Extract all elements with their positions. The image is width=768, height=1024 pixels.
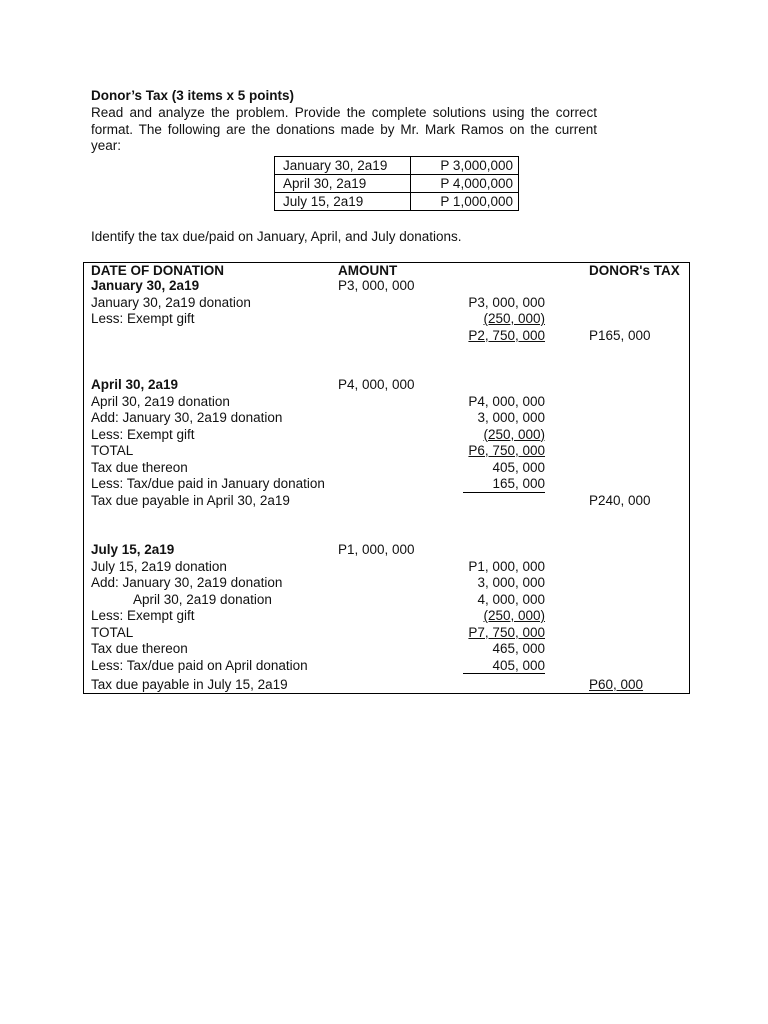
april-tax: P240, 000 bbox=[589, 492, 651, 508]
line-label: Less: Exempt gift bbox=[91, 311, 195, 326]
line-value: (250, 000) bbox=[483, 426, 545, 442]
line-value: P1, 000, 000 bbox=[468, 558, 545, 574]
line-value: 4, 000, 000 bbox=[477, 591, 545, 607]
line-label: Add: January 30, 2a19 donation bbox=[91, 410, 283, 425]
line-label: Tax due payable in April 30, 2a19 bbox=[91, 492, 290, 508]
line-label: Tax due payable in July 15, 2a19 bbox=[91, 677, 288, 692]
list-item bbox=[84, 443, 689, 460]
line-label: TOTAL bbox=[91, 624, 134, 640]
january-net-value: P2, 750, 000 bbox=[468, 327, 545, 343]
line-label: TOTAL bbox=[91, 443, 134, 458]
list-item bbox=[84, 295, 689, 312]
line-label: April 30, 2a19 donation bbox=[133, 591, 272, 607]
page-title: Donor’s Tax (3 items x 5 points) bbox=[91, 88, 295, 103]
donation-date: July 15, 2a19 bbox=[275, 193, 411, 211]
january-amount: P3, 000, 000 bbox=[338, 278, 415, 293]
list-item bbox=[84, 394, 689, 411]
line-label: Less: Exempt gift bbox=[91, 608, 195, 623]
donation-amount: P 4,000,000 bbox=[411, 175, 519, 193]
line-label: Less: Tax/due paid in January donation bbox=[91, 476, 325, 491]
line-value: P4, 000, 000 bbox=[468, 393, 545, 409]
donation-date: January 30, 2a19 bbox=[275, 157, 411, 175]
line-value: P6, 750, 000 bbox=[468, 443, 545, 458]
line-value: P7, 750, 000 bbox=[468, 624, 545, 640]
header-date: DATE OF DONATION bbox=[91, 263, 224, 278]
january-heading-row bbox=[84, 278, 689, 295]
line-label: Less: Tax/due paid on April donation bbox=[91, 657, 308, 673]
line-value: 405, 000 bbox=[463, 658, 545, 675]
list-item bbox=[84, 410, 689, 427]
line-value: (250, 000) bbox=[483, 608, 545, 623]
list-item bbox=[84, 658, 689, 675]
january-tax: P165, 000 bbox=[589, 327, 651, 343]
line-value: 405, 000 bbox=[492, 459, 545, 475]
table-row bbox=[275, 157, 519, 175]
list-item bbox=[84, 328, 689, 345]
line-label: Tax due thereon bbox=[91, 459, 188, 475]
line-value: 165, 000 bbox=[463, 476, 545, 493]
intro-paragraph: Read and analyze the problem. Provide the complete solutions using the correct format. The following are the donations made by Mr. Mark Ramos on the current year: bbox=[91, 105, 597, 153]
line-value: 3, 000, 000 bbox=[477, 575, 545, 590]
line-label: Tax due thereon bbox=[91, 641, 188, 656]
july-tax: P60, 000 bbox=[589, 677, 644, 692]
table-row bbox=[275, 193, 519, 211]
instruction-text: Identify the tax due/paid on January, April, and July donations. bbox=[91, 229, 462, 244]
header-amount: AMOUNT bbox=[338, 263, 398, 278]
list-item bbox=[84, 559, 689, 576]
line-value: P3, 000, 000 bbox=[468, 294, 545, 310]
donation-amount: P 1,000,000 bbox=[411, 193, 519, 211]
line-label: Less: Exempt gift bbox=[91, 426, 195, 442]
list-item bbox=[84, 677, 689, 694]
donations-table bbox=[274, 156, 519, 211]
july-heading: July 15, 2a19 bbox=[91, 542, 175, 557]
line-value: 3, 000, 000 bbox=[477, 410, 545, 425]
line-label: Add: January 30, 2a19 donation bbox=[91, 575, 283, 590]
list-item bbox=[84, 427, 689, 444]
list-item bbox=[84, 592, 689, 609]
header-donors-tax: DONOR's TAX bbox=[589, 263, 680, 278]
line-label: April 30, 2a19 donation bbox=[91, 393, 230, 409]
january-heading: January 30, 2a19 bbox=[91, 278, 200, 293]
list-item bbox=[84, 625, 689, 642]
april-heading: April 30, 2a19 bbox=[91, 377, 179, 392]
list-item bbox=[84, 460, 689, 477]
list-item bbox=[84, 575, 689, 592]
line-label: January 30, 2a19 donation bbox=[91, 294, 251, 310]
list-item bbox=[84, 608, 689, 625]
list-item bbox=[84, 476, 689, 493]
table-row bbox=[275, 175, 519, 193]
list-item bbox=[84, 311, 689, 328]
donation-amount: P 3,000,000 bbox=[411, 157, 519, 175]
april-amount: P4, 000, 000 bbox=[338, 377, 415, 392]
line-label: July 15, 2a19 donation bbox=[91, 558, 227, 574]
donation-date: April 30, 2a19 bbox=[275, 175, 411, 193]
line-value: 465, 000 bbox=[492, 641, 545, 656]
july-amount: P1, 000, 000 bbox=[338, 542, 415, 557]
july-heading-row bbox=[84, 542, 689, 559]
list-item bbox=[84, 493, 689, 510]
line-value: (250, 000) bbox=[483, 311, 545, 326]
list-item bbox=[84, 641, 689, 658]
solution-box bbox=[83, 262, 690, 694]
april-heading-row bbox=[84, 377, 689, 394]
